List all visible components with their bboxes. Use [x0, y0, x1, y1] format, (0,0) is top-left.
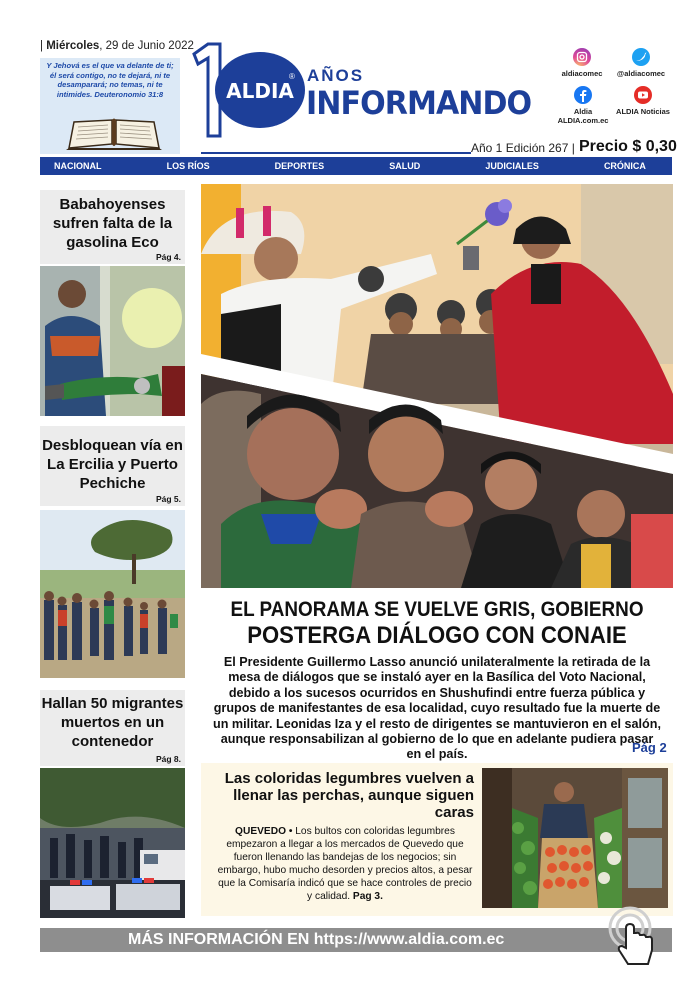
- registered-mark: ®: [289, 72, 295, 81]
- main-story-photo: [201, 184, 673, 588]
- legumbres-body: QUEVEDO • Los bultos con coloridas legumbres empezaron a llegar a los mercados de Quevedo que fueron llenando las bandejas de los negocios; sin embargo, hubo mucho desorden y precios altos, a pesar que la Comisaría indicó que se hace controles de precio y calidad. Pag 3.: [217, 826, 473, 902]
- sidebar-story-3-page: Pág 8.: [155, 754, 181, 764]
- touch-hand-icon: [606, 906, 666, 970]
- section-nav: [40, 157, 672, 175]
- twitter-handle: @aldiacomec: [616, 69, 666, 78]
- edition-number: Año 1 Edición 267 |: [471, 141, 575, 155]
- sidebar-story-2-title: Desbloquean vía en La Ercilia y Puerto Pechiche: [42, 437, 183, 492]
- nav-los-rios[interactable]: LOS RÍOS: [166, 161, 210, 171]
- nav-salud[interactable]: SALUD: [389, 161, 421, 171]
- open-bible-icon: [64, 114, 164, 152]
- legumbres-page-link[interactable]: Pag 3.: [352, 891, 383, 902]
- main-story-lede: El Presidente Guillermo Lasso anunció unilateralmente la retirada de la mesa de diálogos que se instaló ayer en la Basílica del Voto Nacional, debido a los sucesos ocurridos en Shushufindi entre fuerza pública y grupos de manifestantes de esa localidad, cuyo resultado fue la muerte de un militar. Leonidas Iza y el resto de dirigentes se mantuvieron en el salón, aunque responsabilizan al gobierno de lo que en adelante pudiera pasar en el país.: [213, 655, 661, 762]
- nav-judiciales[interactable]: JUDICIALES: [485, 161, 539, 171]
- nav-nacional[interactable]: NACIONAL: [54, 161, 102, 171]
- main-headline-line-2: POSTERGA DIÁLOGO CON CONAIE: [247, 622, 627, 649]
- logo-aldia: ALDIA: [226, 79, 294, 103]
- facebook-icon: [574, 86, 592, 104]
- legumbres-headline[interactable]: Las coloridas legumbres vuelven a llenar las perchas, aunque siguen caras: [224, 770, 474, 821]
- container-scene-photo: [40, 768, 185, 918]
- footer-website-link[interactable]: MÁS INFORMACIÓN EN https://www.aldia.com.ec: [40, 928, 672, 952]
- bible-verse: Y Jehová es el que va delante de ti; él será contigo, no te dejará, ni te desamparará; no temas, ni te intimides. Deuteronomio 31:8: [46, 61, 174, 99]
- main-story-page-link[interactable]: Pág 2: [632, 740, 667, 755]
- instagram-handle: aldiacomec: [561, 69, 603, 78]
- sidebar-story-1-page: Pág 4.: [155, 252, 181, 262]
- sidebar-story-2-header[interactable]: [40, 426, 185, 506]
- logo-informando: INFORMANDO: [306, 84, 532, 122]
- nav-deportes[interactable]: DEPORTES: [274, 161, 325, 171]
- nav-cronica[interactable]: CRÓNICA: [603, 161, 646, 171]
- social-twitter[interactable]: [610, 48, 672, 78]
- facebook-url: ALDIA.com.ec: [557, 116, 609, 125]
- issue-date: | Miércoles, 29 de Junio 2022: [40, 40, 194, 52]
- social-facebook[interactable]: [548, 86, 618, 125]
- main-headline-line-1: EL PANORAMA SE VUELVE GRIS, GOBIERNO: [230, 598, 644, 621]
- sidebar-story-3-title: Hallan 50 migrantes muertos en un contenedor: [41, 695, 184, 750]
- gas-pump-photo: [40, 266, 185, 416]
- logo-anos: AÑOS: [307, 66, 365, 85]
- social-youtube[interactable]: [614, 86, 672, 116]
- sidebar-story-1-title: Babahoyenses sufren falta de la gasolina Eco: [52, 196, 173, 251]
- sidebar-story-3-header[interactable]: [40, 690, 185, 766]
- price: Precio $ 0,30: [579, 138, 677, 155]
- twitter-icon: [632, 48, 650, 66]
- market-vegetables-photo: [482, 768, 668, 908]
- instagram-icon: [573, 48, 591, 66]
- social-instagram[interactable]: [556, 48, 608, 78]
- youtube-channel: ALDIA Noticias: [616, 107, 670, 116]
- sidebar-story-2-page: Pág 5.: [155, 494, 181, 504]
- youtube-icon: [634, 86, 652, 104]
- header-divider: [201, 152, 471, 154]
- road-blockade-photo: [40, 510, 185, 678]
- sidebar-story-1-header[interactable]: [40, 190, 185, 264]
- bible-verse-box: [40, 58, 180, 154]
- facebook-name: Aldia: [573, 107, 593, 116]
- legumbres-dateline: QUEVEDO •: [235, 826, 293, 837]
